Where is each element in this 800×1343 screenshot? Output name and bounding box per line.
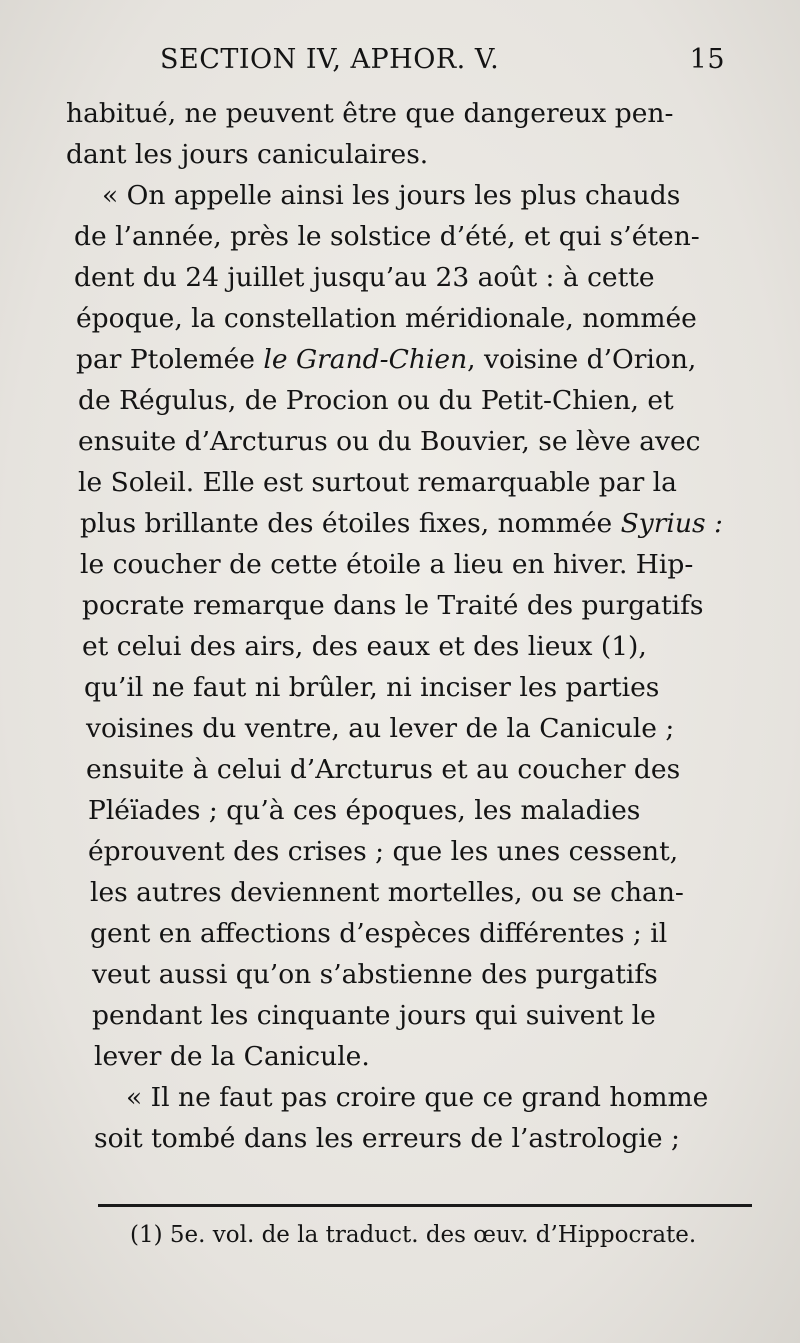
text-line: « Il ne faut pas croire que ce grand homme bbox=[126, 1082, 709, 1113]
text-line: gent en affections d’espèces différentes ; il bbox=[90, 918, 668, 949]
text-line: le Soleil. Elle est surtout remarquable par la bbox=[78, 467, 677, 498]
footnote-rule bbox=[98, 1204, 752, 1207]
text-line: les autres deviennent mortelles, ou se chan- bbox=[90, 877, 684, 908]
text-segment: plus brillante des étoiles fixes, nommée bbox=[80, 508, 621, 539]
text-line: et celui des airs, des eaux et des lieux (1), bbox=[82, 631, 647, 662]
text-line: pendant les cinquante jours qui suivent le bbox=[92, 1000, 656, 1031]
text-line: voisines du ventre, au lever de la Canicule ; bbox=[86, 713, 675, 744]
text-line bbox=[76, 340, 696, 380]
text-line: pocrate remarque dans le Traité des purgatifs bbox=[82, 590, 704, 621]
footnote-text: (1) 5e. vol. de la traduct. des œuv. d’Hippocrate. bbox=[130, 1222, 697, 1248]
running-title: SECTION IV, APHOR. V. bbox=[160, 44, 500, 75]
italic-name: le Grand-Chien bbox=[263, 344, 468, 375]
text-line: veut aussi qu’on s’abstienne des purgatifs bbox=[92, 959, 658, 990]
text-line: habitué, ne peuvent être que dangereux pen- bbox=[66, 98, 674, 129]
text-segment: par Ptolemée bbox=[76, 344, 264, 375]
text-line: « On appelle ainsi les jours les plus chauds bbox=[102, 180, 681, 211]
running-head bbox=[160, 44, 725, 84]
page-number: 15 bbox=[689, 44, 725, 75]
footnote bbox=[130, 1217, 750, 1253]
text-line: ensuite à celui d’Arcturus et au coucher des bbox=[86, 754, 681, 785]
text-line: de Régulus, de Procion ou du Petit-Chien, et bbox=[78, 385, 674, 416]
text-segment: , voisine d’Orion, bbox=[467, 344, 697, 375]
text-line: le coucher de cette étoile a lieu en hiver. Hip- bbox=[80, 549, 694, 580]
text-line: lever de la Canicule. bbox=[94, 1041, 370, 1072]
text-line: ensuite d’Arcturus ou du Bouvier, se lève avec bbox=[78, 426, 701, 457]
text-line bbox=[80, 504, 723, 544]
text-line: soit tombé dans les erreurs de l’astrologie ; bbox=[94, 1123, 680, 1154]
text-line: qu’il ne faut ni brûler, ni inciser les parties bbox=[84, 672, 660, 703]
text-line: époque, la constellation méridionale, nommée bbox=[76, 303, 697, 334]
text-line: éprouvent des crises ; que les unes cessent, bbox=[88, 836, 679, 867]
text-line: Pléïades ; qu’à ces époques, les maladies bbox=[88, 795, 641, 826]
text-line: dent du 24 juillet jusqu’au 23 août : à cette bbox=[74, 262, 655, 293]
text-line: de l’année, près le solstice d’été, et qui s’éten- bbox=[74, 221, 700, 252]
italic-name: Syrius : bbox=[620, 508, 723, 539]
text-line: dant les jours caniculaires. bbox=[66, 139, 429, 170]
